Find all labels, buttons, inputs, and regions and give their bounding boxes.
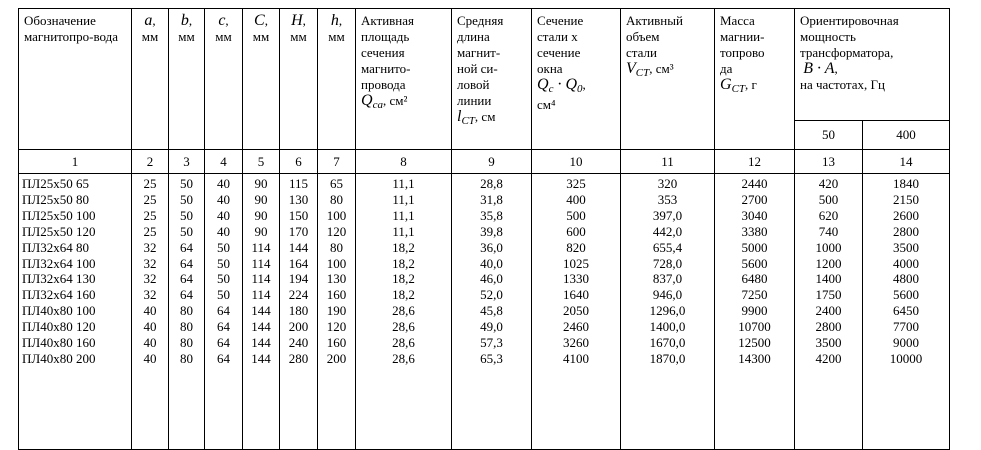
table-cell: 18,2 (392, 287, 415, 303)
table-cell: 1296,0 (649, 303, 686, 319)
table-cell: 2050 (563, 303, 589, 319)
table-cell: 32 (143, 271, 157, 287)
table-cell: 200 (326, 350, 347, 366)
area-l4: магнито- (361, 61, 411, 76)
table-cell: 40 (143, 319, 157, 335)
len-l3: магнит- (457, 45, 501, 60)
header-C: C, мм (243, 9, 280, 150)
header-H: H, мм (280, 9, 318, 150)
table-cell: 28,6 (392, 335, 415, 351)
mass-l3: топрово (720, 45, 765, 60)
table-cell: 144 (288, 239, 309, 255)
table-cell: 31,8 (480, 191, 503, 207)
vol-l3: стали (626, 45, 657, 60)
sec-sub2: 0 (577, 83, 583, 95)
table-cell: 64 (217, 335, 230, 351)
vol-l2: объем (626, 29, 660, 44)
mass-l1: Масса (720, 13, 755, 28)
value-column (532, 174, 621, 450)
table-cell: 28,6 (392, 303, 415, 319)
header-designation (19, 9, 132, 150)
table-cell: 10000 (889, 350, 923, 366)
table-cell: 90 (254, 223, 268, 239)
table-cell: 64 (180, 271, 193, 287)
mass-l2: магнии- (720, 29, 765, 44)
header-h: h, мм (318, 9, 356, 150)
table-cell: 160 (326, 287, 347, 303)
area-unit: , см² (382, 93, 408, 108)
table-cell: 11,1 (392, 191, 415, 207)
pow-sym: B · A (803, 60, 835, 77)
table-cell: 600 (566, 223, 586, 239)
table-cell: 49,0 (480, 319, 503, 335)
column-number: 4 (205, 150, 243, 174)
vol-l1: Активный (626, 13, 683, 28)
header-volume (621, 9, 715, 150)
table-cell: 100 (326, 255, 347, 271)
table-cell: 144 (251, 350, 271, 366)
table-cell: 36,0 (480, 239, 503, 255)
sec-sub1: c (548, 83, 554, 95)
column-number: 3 (169, 150, 205, 174)
data-body-row (19, 174, 950, 450)
table-cell: 3500 (815, 335, 842, 351)
table-cell: 80 (180, 319, 193, 335)
table-cell: 7250 (741, 287, 768, 303)
table-cell: 620 (818, 207, 839, 223)
sec-tail: , (582, 77, 586, 92)
table-cell: 64 (180, 239, 193, 255)
table-cell: 50 (180, 176, 193, 191)
table-cell: 64 (217, 303, 230, 319)
table-cell: 144 (251, 335, 271, 351)
table-cell: 11,1 (392, 207, 415, 223)
table-cell: 40,0 (480, 255, 503, 271)
pow-l2: мощность (800, 29, 856, 44)
table-cell: 200 (288, 319, 309, 335)
table-cell: 500 (818, 191, 839, 207)
table-cell: 14300 (738, 350, 771, 366)
table-cell: 4100 (563, 350, 589, 366)
table-cell: 45,8 (480, 303, 503, 319)
table-cell: 39,8 (480, 223, 503, 239)
magnetic-core-table (18, 8, 950, 450)
table-cell: 144 (251, 319, 271, 335)
core-designation: ПЛ32х64 160 (22, 287, 96, 303)
table-cell: 325 (566, 176, 586, 191)
vol-sym: V (626, 60, 636, 77)
area-sym: Q (361, 92, 373, 109)
table-cell: 1000 (815, 239, 842, 255)
table-cell: 6450 (893, 303, 919, 319)
table-cell: 946,0 (652, 287, 683, 303)
table-cell: 150 (288, 207, 309, 223)
table-cell: 50 (180, 223, 193, 239)
table-cell: 100 (326, 207, 347, 223)
table-cell: 2800 (893, 223, 919, 239)
table-cell: 25 (143, 223, 157, 239)
vol-sub: CT (635, 67, 650, 79)
table-cell: 3260 (563, 335, 589, 351)
table-cell: 820 (566, 239, 586, 255)
table-cell: 420 (818, 176, 839, 191)
column-number: 7 (318, 150, 356, 174)
header-row (19, 9, 950, 121)
len-l6: линии (457, 93, 492, 108)
area-l3: сечения (361, 45, 405, 60)
table-cell: 397,0 (652, 207, 683, 223)
table-cell: 40 (217, 191, 230, 207)
column-number-row (19, 150, 950, 174)
table-cell: 224 (288, 287, 309, 303)
table-cell: 25 (143, 207, 157, 223)
header-area (356, 9, 452, 150)
table-cell: 32 (143, 255, 157, 271)
table-cell: 28,6 (392, 319, 415, 335)
header-mass (715, 9, 795, 150)
table-cell: 52,0 (480, 287, 503, 303)
len-sub: CT (461, 115, 475, 127)
table-cell: 50 (217, 255, 230, 271)
table-cell: 144 (251, 303, 271, 319)
table-cell: 32 (143, 287, 157, 303)
value-column (132, 174, 169, 450)
header-section (532, 9, 621, 150)
value-column (452, 174, 532, 450)
table-cell: 728,0 (652, 255, 683, 271)
value-column (795, 174, 863, 450)
table-cell: 1670,0 (649, 335, 686, 351)
header-power (795, 9, 950, 121)
column-number: 9 (452, 150, 532, 174)
table-cell: 130 (326, 271, 347, 287)
table-cell: 40 (143, 350, 157, 366)
area-l2: площадь (361, 29, 410, 44)
len-l1: Средняя (457, 13, 504, 28)
table-cell: 400 (566, 191, 586, 207)
table-cell: 40 (143, 335, 157, 351)
unit-a: мм (141, 29, 159, 44)
table-cell: 1750 (815, 287, 842, 303)
len-l4: ной си- (457, 61, 498, 76)
value-column (715, 174, 795, 450)
table-cell: 32 (143, 239, 157, 255)
header-designation-text: Обозначение магнитопро-вода (24, 13, 119, 44)
table-cell: 50 (217, 271, 230, 287)
table-cell: 64 (217, 350, 230, 366)
core-designation: ПЛ40х80 160 (22, 335, 96, 351)
table-cell: 3500 (893, 239, 919, 255)
table-cell: 80 (180, 335, 193, 351)
table-cell: 57,3 (480, 335, 503, 351)
table-cell: 1870,0 (649, 350, 686, 366)
column-number: 14 (863, 150, 950, 174)
table-cell: 50 (217, 239, 230, 255)
value-column (356, 174, 452, 450)
pow-l1: Ориентировочная (800, 13, 899, 28)
table-cell: 160 (326, 335, 347, 351)
table-cell: 240 (288, 335, 309, 351)
table-cell: 170 (288, 223, 309, 239)
column-number: 1 (19, 150, 132, 174)
sec-l2: стали х (537, 29, 578, 44)
designation-column (19, 174, 132, 450)
area-sub: ca (372, 99, 383, 111)
symbol-H: H (291, 12, 303, 29)
table-cell: 80 (180, 303, 193, 319)
unit-b: мм (178, 29, 195, 44)
table-cell: 64 (180, 287, 193, 303)
table-cell: 1200 (815, 255, 842, 271)
table-cell: 190 (326, 303, 347, 319)
table-cell: 114 (251, 287, 271, 303)
len-sym: l (457, 108, 462, 125)
unit-C: мм (252, 29, 270, 44)
core-designation: ПЛ32х64 100 (22, 255, 96, 271)
header-c: c, мм (205, 9, 243, 150)
table-cell: 115 (288, 176, 309, 191)
mass-unit: , г (745, 77, 757, 92)
core-designation: ПЛ40х80 120 (22, 319, 96, 335)
table-cell: 18,2 (392, 255, 415, 271)
table-cell: 3040 (741, 207, 768, 223)
table-cell: 2700 (741, 191, 768, 207)
column-number: 12 (715, 150, 795, 174)
table-cell: 4200 (815, 350, 842, 366)
header-length (452, 9, 532, 150)
table-cell: 114 (251, 255, 271, 271)
value-column (169, 174, 205, 450)
mass-sym: G (720, 76, 732, 93)
table-cell: 9900 (741, 303, 768, 319)
table-cell: 40 (217, 223, 230, 239)
unit-c: мм (215, 29, 232, 44)
mass-l4: да (720, 61, 733, 76)
table-cell: 65 (330, 176, 343, 191)
column-number: 10 (532, 150, 621, 174)
table-cell: 5000 (741, 239, 768, 255)
table-cell: 25 (143, 191, 157, 207)
header-a: a, мм (132, 9, 169, 150)
table-cell: 1330 (563, 271, 589, 287)
freq-400: 400 (863, 121, 950, 150)
mass-sub: CT (731, 83, 746, 95)
table-cell: 2800 (815, 319, 842, 335)
table-cell: 50 (217, 287, 230, 303)
symbol-c: c (218, 12, 226, 29)
sec-l3: сечение (537, 45, 581, 60)
table-cell: 50 (180, 207, 193, 223)
table-cell: 64 (180, 255, 193, 271)
table-cell: 11,1 (392, 176, 415, 191)
core-designation: ПЛ25х50 100 (22, 207, 96, 223)
table-cell: 80 (330, 239, 343, 255)
table-cell: 12500 (738, 335, 771, 351)
table-cell: 90 (254, 191, 268, 207)
table-cell: 5600 (893, 287, 919, 303)
table-cell: 35,8 (480, 207, 503, 223)
sec-q: Q (537, 76, 549, 93)
table-cell: 6480 (741, 271, 768, 287)
pow-l3: трансформатора, (800, 45, 894, 60)
table-cell: 2400 (815, 303, 842, 319)
table-cell: 120 (326, 223, 347, 239)
header-b: b, мм (169, 9, 205, 150)
symbol-h: h (330, 12, 339, 29)
value-column (318, 174, 356, 450)
table-cell: 500 (566, 207, 586, 223)
freq-50: 50 (795, 121, 863, 150)
pow-l4: на частотах, Гц (800, 77, 885, 92)
symbol-b: b (180, 12, 189, 29)
table-cell: 65,3 (480, 350, 503, 366)
unit-h: мм (328, 29, 345, 44)
sec-l4: окна (537, 61, 563, 76)
table-cell: 5600 (741, 255, 768, 271)
table-cell: 194 (288, 271, 309, 287)
value-column (863, 174, 950, 450)
pow-tail: , (834, 61, 838, 76)
table-cell: 740 (818, 223, 839, 239)
table-cell: 18,2 (392, 239, 415, 255)
table-cell: 50 (180, 191, 193, 207)
len-l2: длина (457, 29, 490, 44)
len-unit: , см (474, 109, 496, 124)
column-number: 5 (243, 150, 280, 174)
column-number: 8 (356, 150, 452, 174)
table-cell: 1025 (563, 255, 589, 271)
table-cell: 25 (143, 176, 157, 191)
table-cell: 2440 (741, 176, 768, 191)
table-cell: 2150 (893, 191, 919, 207)
table-cell: 11,1 (392, 223, 415, 239)
table-cell: 114 (251, 271, 271, 287)
table-cell: 320 (657, 176, 678, 191)
value-column (243, 174, 280, 450)
table-cell: 655,4 (652, 239, 683, 255)
table-cell: 1400,0 (649, 319, 686, 335)
value-column (280, 174, 318, 450)
table-cell: 120 (326, 319, 347, 335)
table-cell: 90 (254, 176, 268, 191)
len-l5: ловой (457, 77, 490, 92)
symbol-a: a (144, 12, 153, 29)
core-designation: ПЛ32х64 80 (22, 239, 89, 255)
table-cell: 9000 (893, 335, 919, 351)
unit-H: мм (290, 29, 307, 44)
column-number: 2 (132, 150, 169, 174)
table-cell: 1640 (563, 287, 589, 303)
table-cell: 3380 (741, 223, 768, 239)
table-cell: 180 (288, 303, 309, 319)
core-designation: ПЛ40х80 200 (22, 350, 96, 366)
symbol-C: C (254, 12, 265, 29)
column-number: 6 (280, 150, 318, 174)
table-cell: 80 (180, 350, 193, 366)
core-designation: ПЛ32х64 130 (22, 271, 96, 287)
column-number: 11 (621, 150, 715, 174)
table-cell: 114 (251, 239, 271, 255)
core-designation: ПЛ25х50 65 (22, 176, 89, 191)
core-designation: ПЛ25х50 80 (22, 191, 89, 207)
column-number: 13 (795, 150, 863, 174)
table-cell: 442,0 (652, 223, 683, 239)
table-cell: 1840 (893, 176, 919, 191)
table-cell: 2600 (893, 207, 919, 223)
table-cell: 164 (288, 255, 309, 271)
table-cell: 1400 (815, 271, 842, 287)
table-cell: 28,8 (480, 176, 503, 191)
table-cell: 2460 (563, 319, 589, 335)
table-cell: 280 (288, 350, 309, 366)
vol-unit: , см³ (649, 61, 674, 76)
table-cell: 7700 (893, 319, 919, 335)
table-cell: 46,0 (480, 271, 503, 287)
core-designation: ПЛ25х50 120 (22, 223, 96, 239)
table-cell: 353 (657, 191, 678, 207)
table-cell: 28,6 (392, 350, 415, 366)
table-cell: 40 (143, 303, 157, 319)
table-cell: 10700 (738, 319, 771, 335)
table-cell: 837,0 (652, 271, 683, 287)
table-cell: 130 (288, 191, 309, 207)
table-cell: 4800 (893, 271, 919, 287)
value-column (205, 174, 243, 450)
sec-l1: Сечение (537, 13, 584, 28)
value-column (621, 174, 715, 450)
table-cell: 4000 (893, 255, 919, 271)
table-cell: 40 (217, 207, 230, 223)
table-cell: 80 (330, 191, 343, 207)
area-l1: Активная (361, 13, 415, 28)
table-cell: 18,2 (392, 271, 415, 287)
sec-unit: см⁴ (537, 97, 556, 112)
table-cell: 90 (254, 207, 268, 223)
core-designation: ПЛ40х80 100 (22, 303, 96, 319)
table-cell: 40 (217, 176, 230, 191)
area-l5: провода (361, 77, 406, 92)
sec-dot: · Q (553, 76, 578, 93)
table-cell: 64 (217, 319, 230, 335)
